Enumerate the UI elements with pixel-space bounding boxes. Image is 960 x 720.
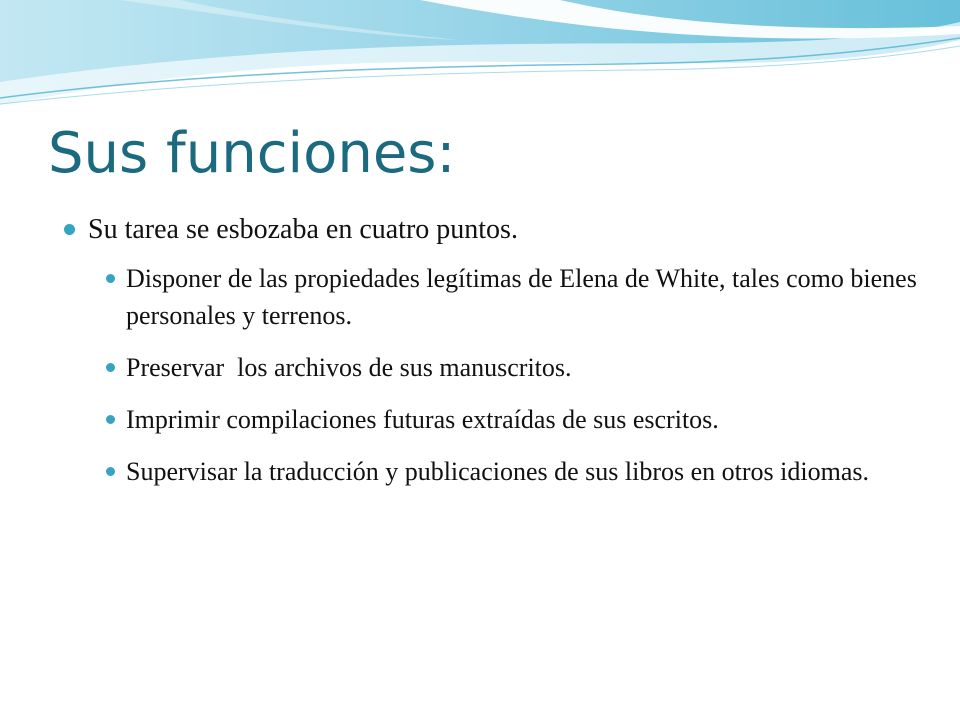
- list-item-main: [64, 210, 924, 250]
- sub-point-text: Disponer de las propiedades legítimas de Elena de White, tales como bienes personales y terrenos.: [126, 264, 917, 330]
- sub-point-text: Supervisar la traducción y publicaciones de sus libros en otros idiomas.: [126, 457, 870, 486]
- bullet-list: [64, 210, 924, 505]
- bullet-icon: [106, 467, 115, 476]
- bullet-icon: [64, 224, 75, 235]
- bullet-icon: [106, 274, 115, 283]
- list-item: [64, 453, 924, 490]
- slide-title: Sus funciones:: [48, 121, 456, 186]
- main-point-text: Su tarea se esbozaba en cuatro puntos.: [88, 214, 518, 245]
- sub-point-text: Preservar los archivos de sus manuscritos.: [126, 353, 572, 382]
- list-item: [64, 349, 924, 386]
- list-item: [64, 260, 924, 334]
- header-wave-decoration: [0, 0, 960, 120]
- sub-point-text: Imprimir compilaciones futuras extraídas de sus escritos.: [126, 405, 719, 434]
- bullet-icon: [106, 415, 115, 424]
- list-item: [64, 401, 924, 438]
- bullet-icon: [106, 363, 115, 372]
